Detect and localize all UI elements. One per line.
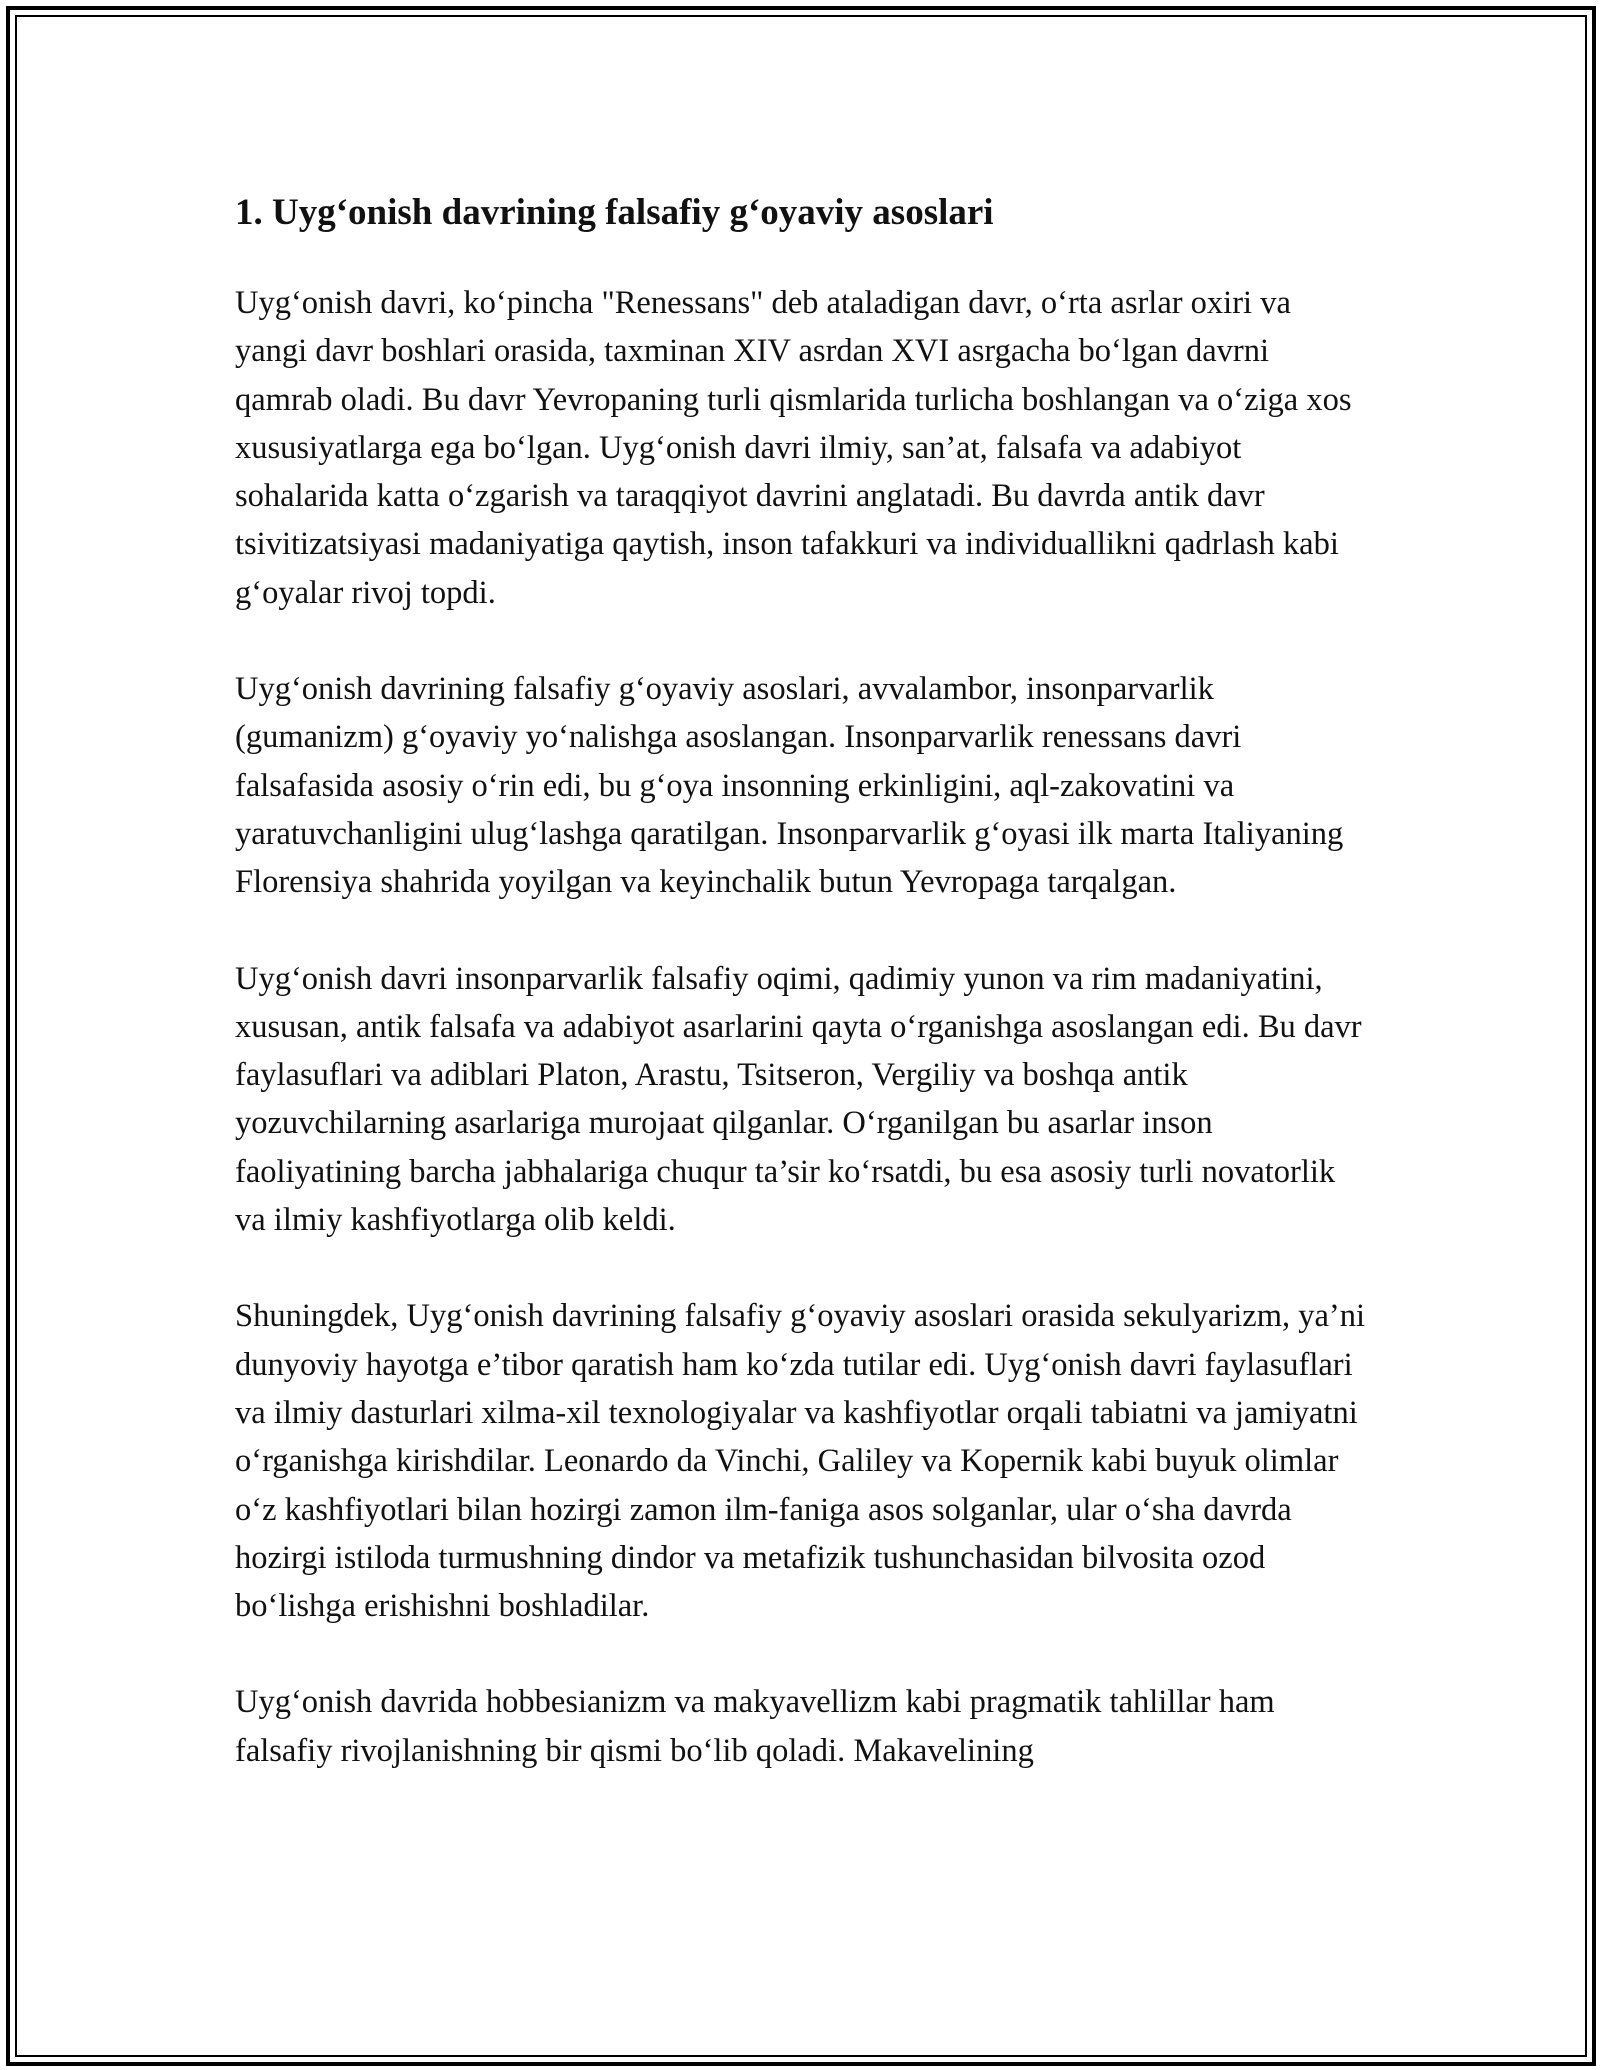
document-title: 1. Uyg‘onish davrining falsafiy g‘oyaviy asoslari [235, 192, 994, 233]
paragraph-4: Shuningdek, Uyg‘onish davrining falsafiy g‘oyaviy asoslari orasida sekulyarizm, ya’ni dunyoviy hayotga e’tibor qaratish ham ko‘zda tutilar edi. Uyg‘onish davri faylasuflari va ilmiy dasturlari xilma-xil texnologiyalar va kashfiyotlar orqali tabiatni va jamiyatni o‘rganishga kirishdilar. Leonardo da Vinchi, Galiley va Kopernik kabi buyuk olimlar o‘z kashfiyotlari bilan hozirgi zamon ilm-faniga asos solganlar, ular o‘sha davrda hozirgi istiloda turmushning dindor va metafizik tushunchasidan bilvosita ozod bo‘lishga erishishni boshladilar. [235, 1298, 1366, 1625]
paragraph-2: Uyg‘onish davrining falsafiy g‘oyaviy asoslari, avvalambor, insonparvarlik (gumanizm) g‘oyaviy yo‘nalishga asoslangan. Insonparvarlik renessans davri falsafasida asosiy o‘rin edi, bu g‘oya insonning erkinligini, aql-zakovatini va yaratuvchanligini ulug‘lashga qaratilgan. Insonparvarlik g‘oyasi ilk marta Italiyaning Florensiya shahrida yoyilgan va keyinchalik butun Yevropaga tarqalgan. [235, 671, 1344, 901]
document-body [235, 185, 1370, 1823]
paragraph-1: Uyg‘onish davri, ko‘pincha "Renessans" deb ataladigan davr, o‘rta asrlar oxiri va yangi davr boshlari orasida, taxminan XIV asrdan XVI asrgacha bo‘lgan davrni qamrab oladi. Bu davr Yevropaning turli qismlarida turlicha boshlangan va o‘ziga xos xususiyatlarga ega bo‘lgan. Uyg‘onish davri ilmiy, san’at, falsafa va adabiyot sohalarida katta o‘zgarish va taraqqiyot davrini anglatadi. Bu davrda antik davr tsivitizatsiyasi madaniyatiga qaytish, inson tafakkuri va individuallikni qadrlash kabi g‘oyalar rivoj topdi. [235, 285, 1352, 611]
paragraph-5: Uyg‘onish davrida hobbesianizm va makyavellizm kabi pragmatik tahlillar ham falsafiy rivojlanishning bir qismi bo‘lib qoladi. Makavelining [235, 1684, 1275, 1769]
paragraph-3: Uyg‘onish davri insonparvarlik falsafiy oqimi, qadimiy yunon va rim madaniyatini, xususan, antik falsafa va adabiyot asarlarini qayta o‘rganishga asoslangan edi. Bu davr faylasuflari va adiblari Platon, Arastu, Tsitseron, Vergiliy va boshqa antik yozuvchilarning asarlariga murojaat qilganlar. O‘rganilgan bu asarlar inson faoliyatining barcha jabhalariga chuqur ta’sir ko‘rsatdi, bu esa asosiy turli novatorlik va ilmiy kashfiyotlarga olib keldi. [235, 960, 1362, 1239]
